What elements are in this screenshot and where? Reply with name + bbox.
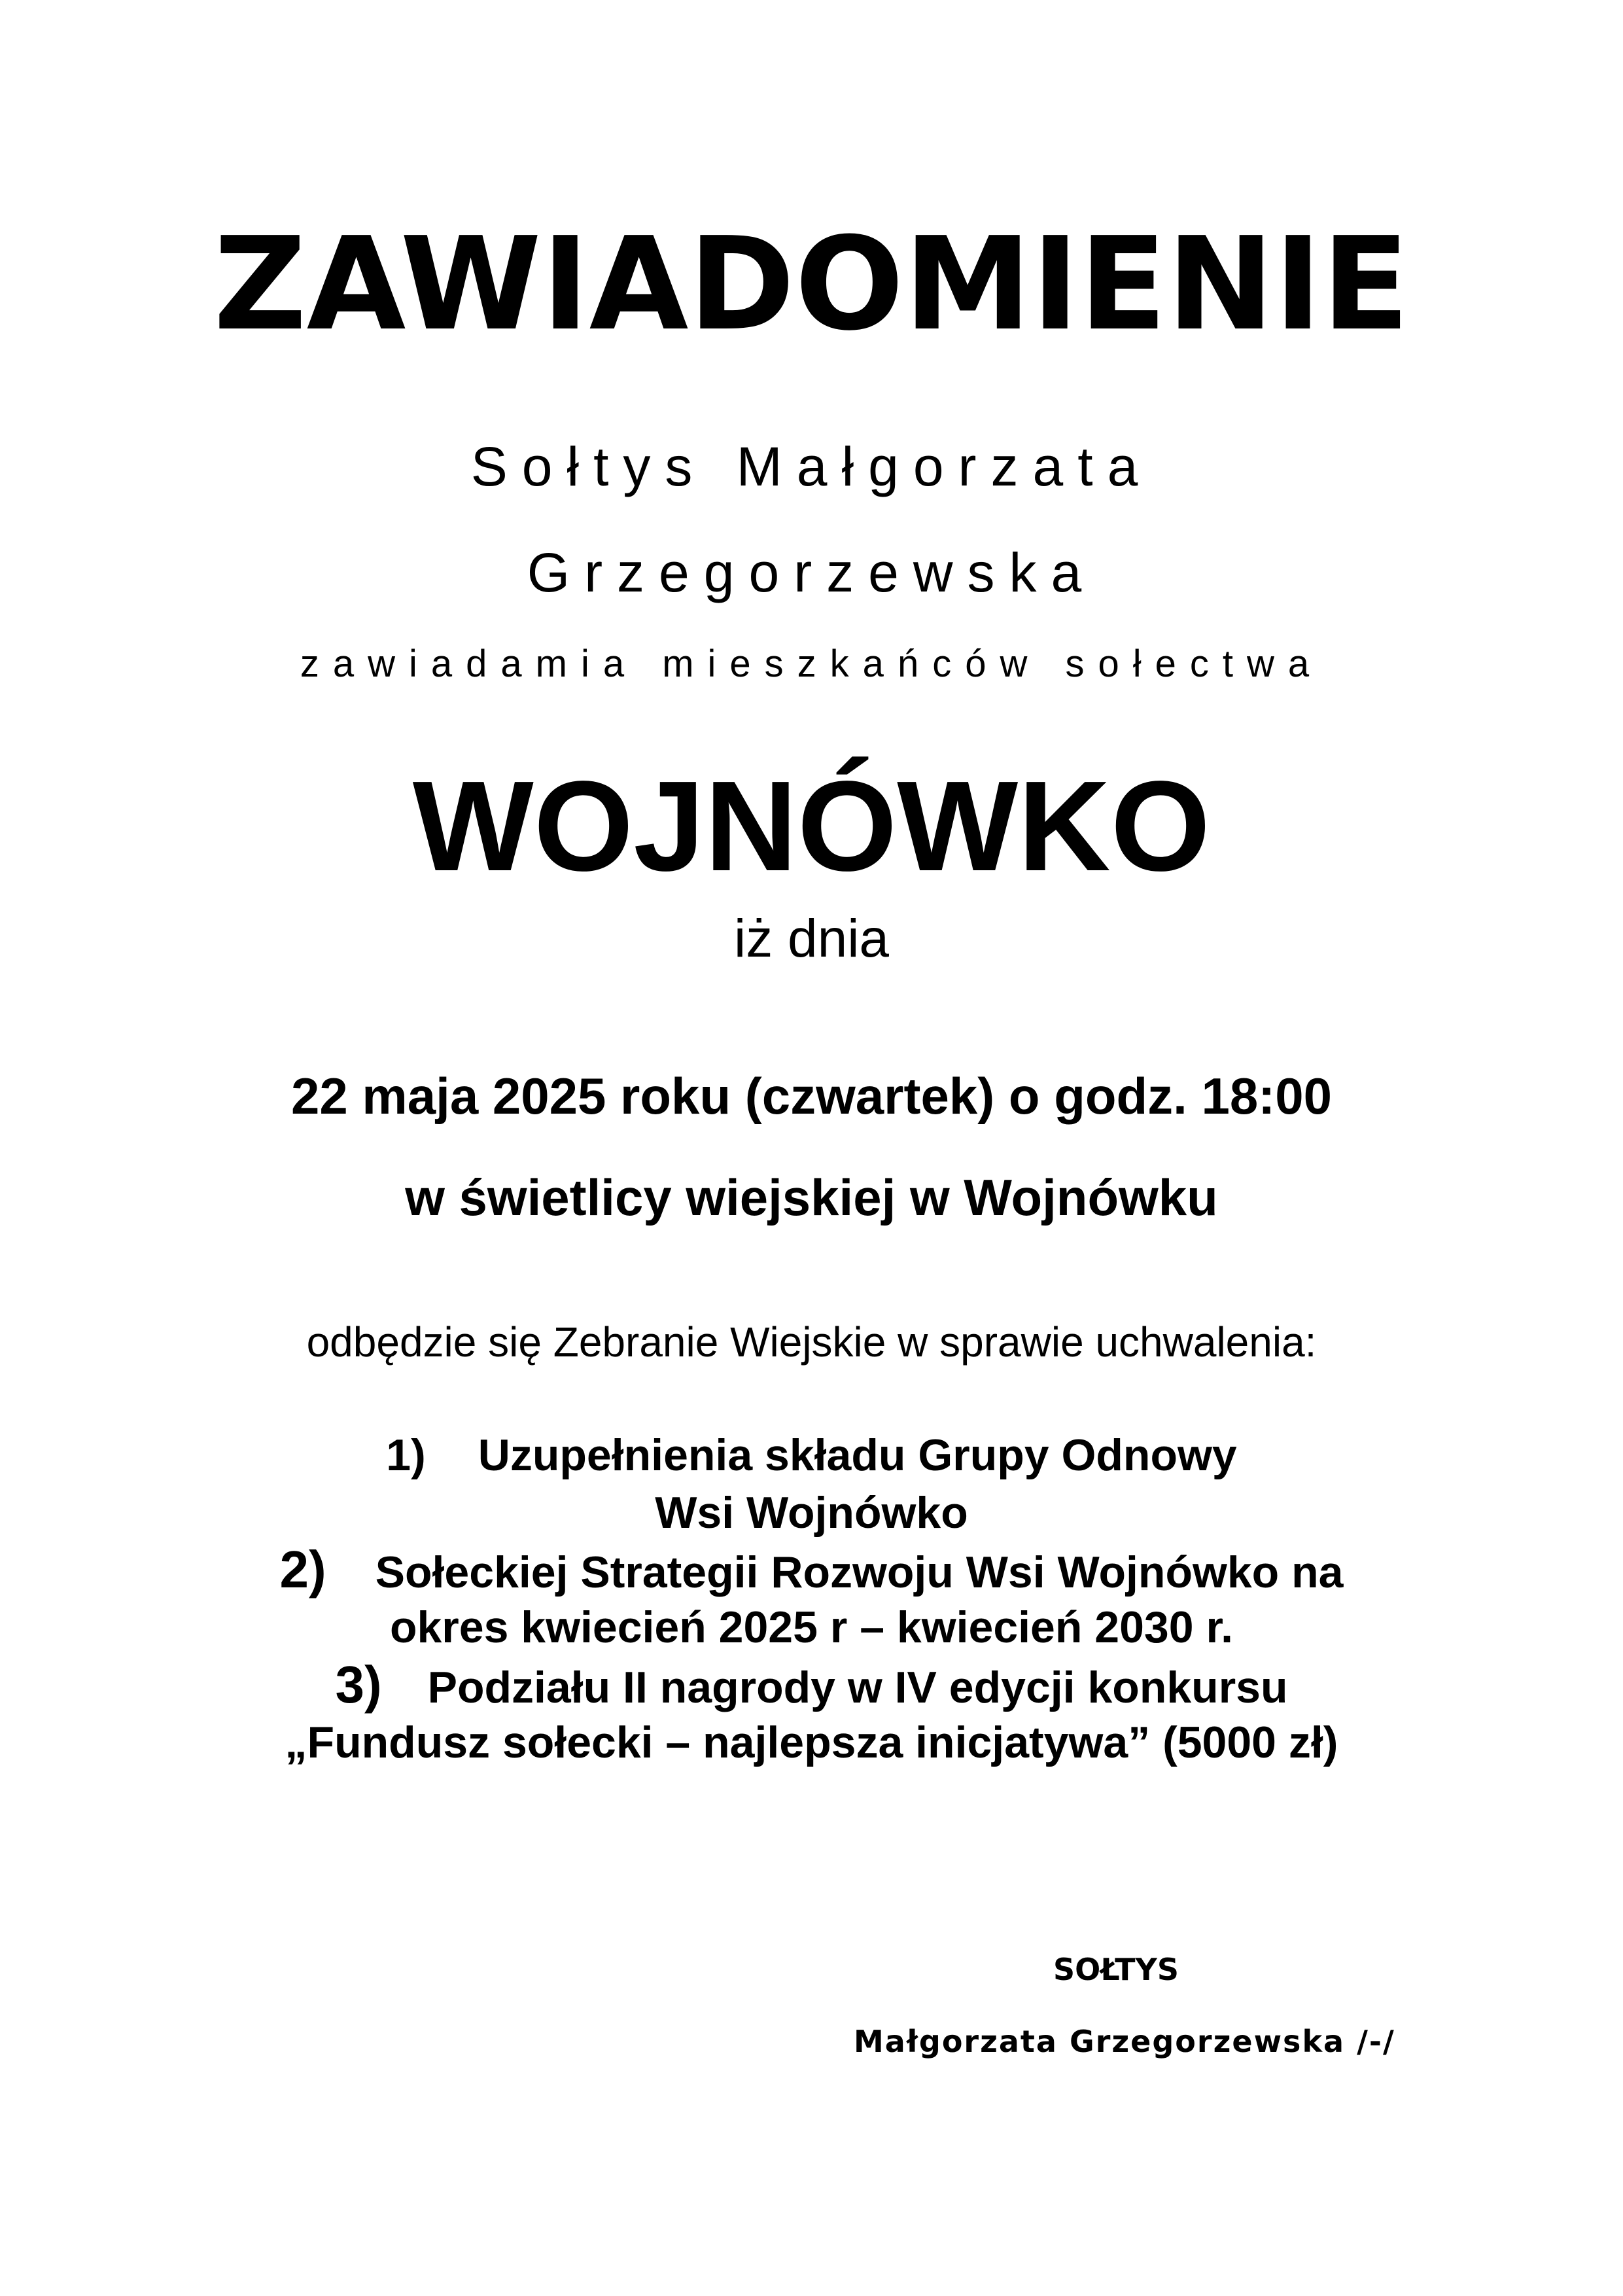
meeting-description: odbędzie się Zebranie Wiejskie w sprawie uchwalenia: — [306, 1318, 1317, 1366]
intro-line-soltys: Sołtys Małgorzata — [470, 436, 1153, 497]
intro-line-surname: Grzegorzewska — [527, 542, 1096, 603]
village-name: WOJNÓWKO — [412, 754, 1211, 898]
agenda-item-1 — [0, 1426, 1623, 1484]
agenda-item-text: Uzupełnienia składu Grupy Odnowy — [478, 1430, 1237, 1480]
agenda-item-2 — [0, 1541, 1623, 1601]
agenda-item-text: Sołeckiej Strategii Rozwoju Wsi Wojnówko na — [375, 1547, 1344, 1597]
agenda-item-1-continued: Wsi Wojnówko — [655, 1488, 968, 1538]
intro-line-informs: zawiadamia mieszkańców sołectwa — [300, 643, 1323, 685]
notice-title: ZAWIADOMIENIE — [213, 210, 1410, 359]
that-day-text: iż dnia — [733, 909, 890, 968]
meeting-place: w świetlicy wiejskiej w Wojnówku — [405, 1169, 1218, 1226]
signature-role: SOŁTYS — [1053, 1952, 1179, 1987]
meeting-date-time: 22 maja 2025 roku (czwartek) o godz. 18:00 — [290, 1067, 1332, 1125]
agenda-item-number: 3) — [335, 1655, 382, 1714]
agenda-item-2-continued: okres kwiecień 2025 r – kwiecień 2030 r. — [389, 1602, 1234, 1652]
agenda-item-text: Podziału II nagrody w IV edycji konkursu — [427, 1663, 1288, 1712]
signature-name: Małgorzata Grzegorzewska /-/ — [854, 2024, 1395, 2059]
agenda-item-3-continued: „Fundusz sołecki – najlepsza inicjatywa” (5000 zł) — [285, 1718, 1338, 1767]
agenda-item-number: 2) — [279, 1540, 326, 1598]
agenda-item-number: 1) — [386, 1430, 426, 1480]
agenda-item-3 — [0, 1656, 1623, 1716]
